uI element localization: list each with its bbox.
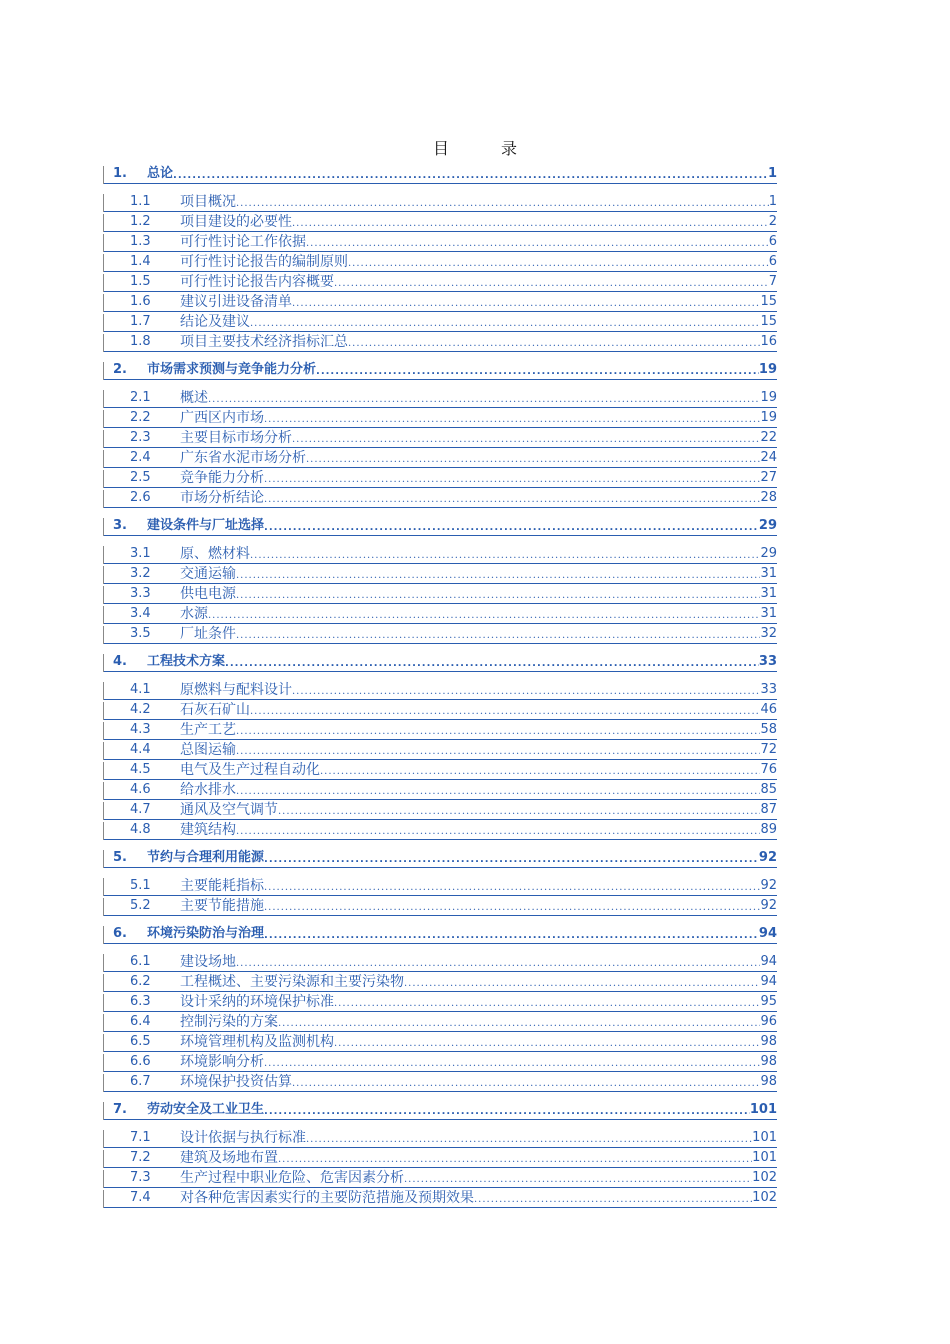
margin-rule: [103, 234, 104, 252]
dot-leader: [320, 765, 760, 780]
section-title-link[interactable]: 主要节能措施: [180, 898, 264, 914]
toc-section-4-1[interactable]: [103, 680, 777, 700]
margin-rule: [103, 390, 104, 408]
toc-chapter-2[interactable]: [103, 360, 777, 380]
section-title-link[interactable]: 水源: [180, 606, 208, 622]
section-number: 4.5: [103, 761, 180, 780]
dot-leader: [348, 337, 760, 352]
section-page-number: 101: [752, 1149, 777, 1168]
margin-rule: [103, 490, 104, 508]
toc-section-6-5[interactable]: [103, 1032, 777, 1052]
section-title-link[interactable]: 建议引进设备清单: [180, 294, 292, 310]
section-page-number: 19: [760, 409, 777, 428]
margin-rule: [103, 470, 104, 488]
margin-rule: [103, 1150, 104, 1168]
section-page-number: 24: [760, 449, 777, 468]
margin-rule: [103, 314, 104, 332]
section-page-number: 31: [760, 605, 777, 624]
margin-rule: [103, 294, 104, 312]
margin-rule: [103, 546, 104, 564]
toc-section-2-1[interactable]: [103, 388, 777, 408]
dot-leader: [173, 169, 768, 184]
section-number: 4.7: [103, 801, 180, 820]
section-page-number: 27: [760, 469, 777, 488]
toc-section-7-3[interactable]: [103, 1168, 777, 1188]
margin-rule: [103, 762, 104, 780]
section-number: 6.3: [103, 993, 180, 1012]
section-number: 6.4: [103, 1013, 180, 1032]
section-title-link[interactable]: 广西区内市场: [180, 410, 264, 426]
dot-leader: [264, 929, 759, 944]
section-page-number: 15: [760, 293, 777, 312]
title-char-1: 目: [432, 139, 449, 158]
section-title-link[interactable]: 通风及空气调节: [180, 802, 278, 818]
section-page-number: 2: [769, 213, 777, 232]
chapter-title-link[interactable]: 劳动安全及工业卫生: [147, 1101, 264, 1120]
section-number: 3.3: [103, 585, 180, 604]
chapter-title-link[interactable]: 节约与合理利用能源: [147, 849, 264, 868]
dot-leader: [236, 589, 760, 604]
section-number: 3.5: [103, 625, 180, 644]
section-page-number: 31: [760, 565, 777, 584]
toc-section-4-7[interactable]: [103, 800, 777, 820]
section-number: 4.2: [103, 701, 180, 720]
dot-leader: [306, 453, 760, 468]
section-page-number: 94: [760, 953, 777, 972]
toc-section-3-5[interactable]: [103, 624, 777, 644]
section-number: 7.4: [103, 1189, 180, 1208]
chapter-page-number: 33: [759, 653, 777, 672]
chapter-number: 5.: [103, 849, 147, 868]
section-number: 1.2: [103, 213, 180, 232]
chapter-title-link[interactable]: 环境污染防治与治理: [147, 925, 264, 944]
dot-leader: [334, 1037, 760, 1052]
chapter-page-number: 101: [750, 1101, 777, 1120]
dot-leader: [334, 997, 760, 1012]
section-page-number: 72: [760, 741, 777, 760]
dot-leader: [348, 257, 769, 272]
dot-leader: [250, 549, 760, 564]
section-number: 2.6: [103, 489, 180, 508]
toc-section-4-3[interactable]: [103, 720, 777, 740]
toc-section-4-6[interactable]: [103, 780, 777, 800]
margin-rule: [103, 214, 104, 232]
dot-leader: [264, 493, 760, 508]
margin-rule: [103, 362, 104, 380]
section-number: 6.5: [103, 1033, 180, 1052]
section-page-number: 7: [769, 273, 777, 292]
section-page-number: 87: [760, 801, 777, 820]
dot-leader: [334, 277, 769, 292]
toc-section-4-4[interactable]: [103, 740, 777, 760]
section-number: 6.2: [103, 973, 180, 992]
toc-section-2-4[interactable]: [103, 448, 777, 468]
dot-leader: [236, 745, 760, 760]
margin-rule: [103, 1102, 104, 1120]
toc-section-2-5[interactable]: [103, 468, 777, 488]
toc-chapter-4[interactable]: [103, 652, 777, 672]
toc-section-6-3[interactable]: [103, 992, 777, 1012]
dot-leader: [474, 1193, 752, 1208]
margin-rule: [103, 822, 104, 840]
section-page-number: 32: [760, 625, 777, 644]
chapter-number: 4.: [103, 653, 147, 672]
section-number: 2.4: [103, 449, 180, 468]
section-title-link[interactable]: 可行性讨论报告的编制原则: [180, 254, 348, 270]
dot-leader: [250, 705, 760, 720]
toc-section-2-6[interactable]: [103, 488, 777, 508]
dot-leader: [292, 433, 760, 448]
section-number: 6.1: [103, 953, 180, 972]
section-title-link[interactable]: 主要目标市场分析: [180, 430, 292, 446]
dot-leader: [225, 657, 759, 672]
section-number: 1.7: [103, 313, 180, 332]
margin-rule: [103, 586, 104, 604]
section-page-number: 28: [760, 489, 777, 508]
margin-rule: [103, 802, 104, 820]
section-page-number: 76: [760, 761, 777, 780]
dot-leader: [236, 957, 760, 972]
chapter-page-number: 94: [759, 925, 777, 944]
section-number: 7.2: [103, 1149, 180, 1168]
margin-rule: [103, 1014, 104, 1032]
toc-section-1-5[interactable]: [103, 272, 777, 292]
section-title-link[interactable]: 环境影响分析: [180, 1054, 264, 1070]
dot-leader: [236, 785, 760, 800]
margin-rule: [103, 1034, 104, 1052]
margin-rule: [103, 254, 104, 272]
section-page-number: 15: [760, 313, 777, 332]
dot-leader: [264, 521, 759, 536]
section-page-number: 16: [760, 333, 777, 352]
section-page-number: 94: [760, 973, 777, 992]
toc-section-2-3[interactable]: [103, 428, 777, 448]
toc-section-2-2[interactable]: [103, 408, 777, 428]
toc-section-4-8[interactable]: [103, 820, 777, 840]
dot-leader: [306, 237, 769, 252]
section-number: 1.8: [103, 333, 180, 352]
section-number: 7.3: [103, 1169, 180, 1188]
section-page-number: 85: [760, 781, 777, 800]
dot-leader: [292, 217, 769, 232]
dot-leader: [316, 365, 759, 380]
margin-rule: [103, 1170, 104, 1188]
chapter-title-link[interactable]: 市场需求预测与竞争能力分析: [147, 361, 316, 380]
toc-section-6-1[interactable]: [103, 952, 777, 972]
dot-leader: [264, 901, 760, 916]
dot-leader: [278, 1017, 760, 1032]
dot-leader: [264, 1105, 750, 1120]
section-title-link[interactable]: 给水排水: [180, 782, 236, 798]
section-title-link[interactable]: 概述: [180, 390, 208, 406]
section-number: 1.4: [103, 253, 180, 272]
section-title-link[interactable]: 对各种危害因素实行的主要防范措施及预期效果: [180, 1190, 474, 1206]
section-number: 2.3: [103, 429, 180, 448]
margin-rule: [103, 974, 104, 992]
dot-leader: [236, 725, 760, 740]
section-title-link[interactable]: 原燃料与配料设计: [180, 682, 292, 698]
margin-rule: [103, 782, 104, 800]
section-title-link[interactable]: 建筑及场地布置: [180, 1150, 278, 1166]
section-number: 5.2: [103, 897, 180, 916]
section-page-number: 1: [769, 193, 777, 212]
toc-section-1-3[interactable]: [103, 232, 777, 252]
section-number: 2.1: [103, 389, 180, 408]
dot-leader: [292, 297, 760, 312]
chapter-page-number: 92: [759, 849, 777, 868]
margin-rule: [103, 742, 104, 760]
section-page-number: 31: [760, 585, 777, 604]
section-title-link[interactable]: 设计采纳的环境保护标准: [180, 994, 334, 1010]
toc-section-6-2[interactable]: [103, 972, 777, 992]
chapter-page-number: 19: [759, 361, 777, 380]
margin-rule: [103, 1074, 104, 1092]
section-title-link[interactable]: 交通运输: [180, 566, 236, 582]
dot-leader: [292, 1077, 760, 1092]
section-page-number: 101: [752, 1129, 777, 1148]
section-number: 6.6: [103, 1053, 180, 1072]
section-title-link[interactable]: 电气及生产过程自动化: [180, 762, 320, 778]
margin-rule: [103, 626, 104, 644]
dot-leader: [208, 609, 760, 624]
section-page-number: 19: [760, 389, 777, 408]
margin-rule: [103, 518, 104, 536]
section-page-number: 92: [760, 897, 777, 916]
margin-rule: [103, 682, 104, 700]
dot-leader: [236, 569, 760, 584]
dot-leader: [264, 473, 760, 488]
section-number: 2.5: [103, 469, 180, 488]
toc-section-3-2[interactable]: [103, 564, 777, 584]
chapter-title-link[interactable]: 总论: [147, 165, 173, 184]
section-title-link[interactable]: 项目建设的必要性: [180, 214, 292, 230]
dot-leader: [236, 197, 769, 212]
toc-chapter-1[interactable]: [103, 164, 777, 184]
section-title-link[interactable]: 项目主要技术经济指标汇总: [180, 334, 348, 350]
toc-section-3-3[interactable]: [103, 584, 777, 604]
section-title-link[interactable]: 生产过程中职业危险、危害因素分析: [180, 1170, 404, 1186]
toc-chapter-6[interactable]: [103, 924, 777, 944]
section-page-number: 89: [760, 821, 777, 840]
section-page-number: 102: [752, 1169, 777, 1188]
section-page-number: 58: [760, 721, 777, 740]
toc-section-1-1[interactable]: [103, 192, 777, 212]
chapter-number: 6.: [103, 925, 147, 944]
dot-leader: [208, 393, 760, 408]
toc-section-4-5[interactable]: [103, 760, 777, 780]
section-title-link[interactable]: 建设场地: [180, 954, 236, 970]
chapter-number: 7.: [103, 1101, 147, 1120]
section-page-number: 98: [760, 1073, 777, 1092]
dot-leader: [236, 629, 760, 644]
section-number: 1.6: [103, 293, 180, 312]
margin-rule: [103, 1130, 104, 1148]
margin-rule: [103, 274, 104, 292]
section-page-number: 98: [760, 1053, 777, 1072]
dot-leader: [278, 805, 760, 820]
section-title-link[interactable]: 石灰石矿山: [180, 702, 250, 718]
section-page-number: 98: [760, 1033, 777, 1052]
section-title-link[interactable]: 厂址条件: [180, 626, 236, 642]
margin-rule: [103, 194, 104, 212]
section-title-link[interactable]: 竞争能力分析: [180, 470, 264, 486]
margin-rule: [103, 606, 104, 624]
section-number: 4.4: [103, 741, 180, 760]
section-title-link[interactable]: 可行性讨论工作依据: [180, 234, 306, 250]
dot-leader: [236, 825, 760, 840]
dot-leader: [278, 1153, 752, 1168]
section-number: 1.5: [103, 273, 180, 292]
margin-rule: [103, 878, 104, 896]
section-title-link[interactable]: 项目概况: [180, 194, 236, 210]
margin-rule: [103, 702, 104, 720]
section-title-link[interactable]: 可行性讨论报告内容概要: [180, 274, 334, 290]
dot-leader: [264, 881, 760, 896]
chapter-number: 3.: [103, 517, 147, 536]
section-page-number: 33: [760, 681, 777, 700]
dot-leader: [264, 853, 759, 868]
section-number: 4.8: [103, 821, 180, 840]
dot-leader: [250, 317, 760, 332]
section-title-link[interactable]: 建筑结构: [180, 822, 236, 838]
toc-section-7-4[interactable]: [103, 1188, 777, 1208]
toc-section-1-4[interactable]: [103, 252, 777, 272]
toc-section-6-6[interactable]: [103, 1052, 777, 1072]
toc-chapter-7[interactable]: [103, 1100, 777, 1120]
section-title-link[interactable]: 环境管理机构及监测机构: [180, 1034, 334, 1050]
margin-rule: [103, 1054, 104, 1072]
margin-rule: [103, 450, 104, 468]
margin-rule: [103, 898, 104, 916]
margin-rule: [103, 430, 104, 448]
toc-section-5-1[interactable]: [103, 876, 777, 896]
chapter-number: 1.: [103, 165, 147, 184]
section-title-link[interactable]: 控制污染的方案: [180, 1014, 278, 1030]
chapter-title-link[interactable]: 建设条件与厂址选择: [147, 517, 264, 536]
dot-leader: [264, 413, 760, 428]
toc-section-7-2[interactable]: [103, 1148, 777, 1168]
dot-leader: [264, 1057, 760, 1072]
section-number: 1.3: [103, 233, 180, 252]
margin-rule: [103, 654, 104, 672]
section-title-link[interactable]: 工程概述、主要污染源和主要污染物: [180, 974, 404, 990]
section-title-link[interactable]: 设计依据与执行标准: [180, 1130, 306, 1146]
section-title-link[interactable]: 原、燃材料: [180, 546, 250, 562]
section-number: 3.1: [103, 545, 180, 564]
margin-rule: [103, 926, 104, 944]
toc-section-3-4[interactable]: [103, 604, 777, 624]
margin-rule: [103, 566, 104, 584]
section-title-link[interactable]: 供电电源: [180, 586, 236, 602]
table-of-contents: [103, 162, 777, 1208]
section-number: 7.1: [103, 1129, 180, 1148]
toc-section-1-7[interactable]: [103, 312, 777, 332]
margin-rule: [103, 954, 104, 972]
toc-chapter-3[interactable]: [103, 516, 777, 536]
section-page-number: 102: [752, 1189, 777, 1208]
section-number: 5.1: [103, 877, 180, 896]
toc-section-1-6[interactable]: [103, 292, 777, 312]
chapter-number: 2.: [103, 361, 147, 380]
toc-chapter-5[interactable]: [103, 848, 777, 868]
section-number: 4.3: [103, 721, 180, 740]
section-page-number: 29: [760, 545, 777, 564]
chapter-page-number: 29: [759, 517, 777, 536]
chapter-page-number: 1: [768, 165, 777, 184]
section-page-number: 96: [760, 1013, 777, 1032]
margin-rule: [103, 410, 104, 428]
dot-leader: [292, 685, 760, 700]
section-page-number: 22: [760, 429, 777, 448]
toc-section-1-2[interactable]: [103, 212, 777, 232]
margin-rule: [103, 334, 104, 352]
toc-section-6-4[interactable]: [103, 1012, 777, 1032]
section-page-number: 6: [769, 253, 777, 272]
toc-section-6-7[interactable]: [103, 1072, 777, 1092]
toc-section-1-8[interactable]: [103, 332, 777, 352]
section-page-number: 92: [760, 877, 777, 896]
section-number: 2.2: [103, 409, 180, 428]
section-title-link[interactable]: 主要能耗指标: [180, 878, 264, 894]
title-char-2: 录: [501, 139, 518, 158]
dot-leader: [306, 1133, 752, 1148]
section-number: 3.2: [103, 565, 180, 584]
dot-leader: [404, 1173, 752, 1188]
margin-rule: [103, 722, 104, 740]
dot-leader: [404, 977, 760, 992]
margin-rule: [103, 166, 104, 184]
section-page-number: 6: [769, 233, 777, 252]
section-number: 6.7: [103, 1073, 180, 1092]
page-title: [0, 136, 950, 159]
toc-section-4-2[interactable]: [103, 700, 777, 720]
section-title-link[interactable]: 结论及建议: [180, 314, 250, 330]
section-number: 4.6: [103, 781, 180, 800]
toc-section-7-1[interactable]: [103, 1128, 777, 1148]
section-title-link[interactable]: 市场分析结论: [180, 490, 264, 506]
section-title-link[interactable]: 环境保护投资估算: [180, 1074, 292, 1090]
section-page-number: 46: [760, 701, 777, 720]
section-title-link[interactable]: 广东省水泥市场分析: [180, 450, 306, 466]
toc-section-3-1[interactable]: [103, 544, 777, 564]
section-number: 3.4: [103, 605, 180, 624]
section-page-number: 95: [760, 993, 777, 1012]
section-number: 1.1: [103, 193, 180, 212]
chapter-title-link[interactable]: 工程技术方案: [147, 653, 225, 672]
toc-section-5-2[interactable]: [103, 896, 777, 916]
margin-rule: [103, 1190, 104, 1208]
section-number: 4.1: [103, 681, 180, 700]
section-title-link[interactable]: 总图运输: [180, 742, 236, 758]
margin-rule: [103, 850, 104, 868]
margin-rule: [103, 994, 104, 1012]
section-title-link[interactable]: 生产工艺: [180, 722, 236, 738]
